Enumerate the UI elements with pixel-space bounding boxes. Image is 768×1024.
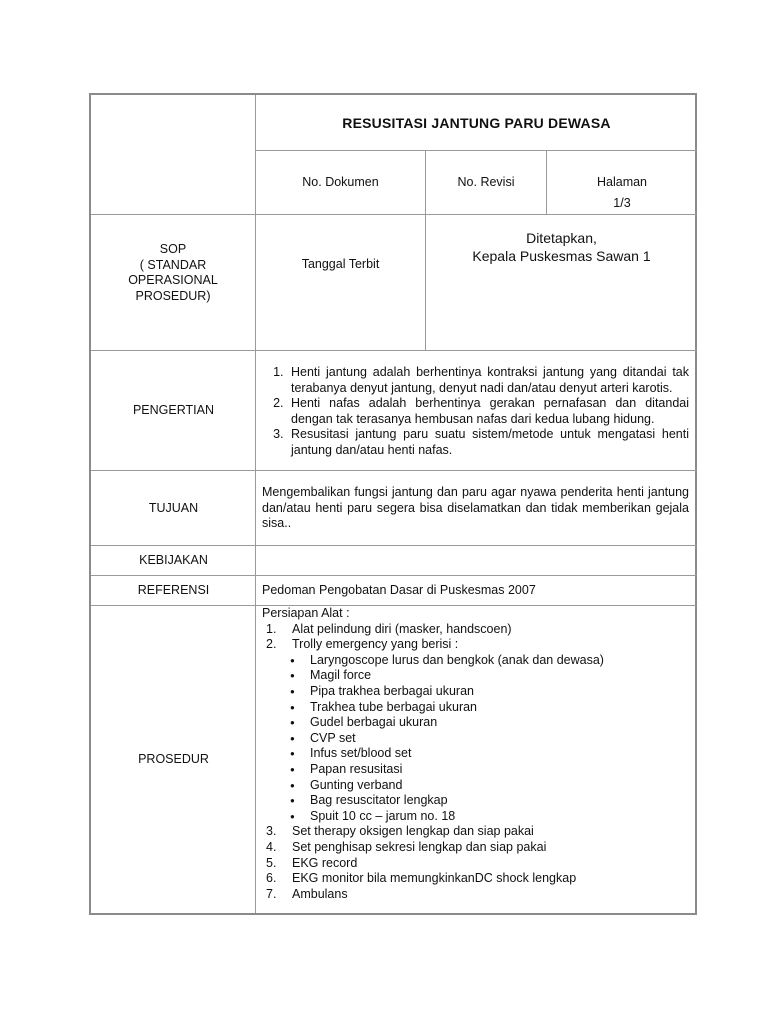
pengertian-item: 2. Henti nafas adalah berhentinya gerakan pernafasan dan ditandai dengan tak terasanya hembusan nafas dari kedua lubang hidung. <box>287 396 689 427</box>
item-number: 3. <box>266 824 277 839</box>
trolly-item: ● Spuit 10 cc – jarum no. 18 <box>310 809 692 825</box>
trolly-item: ● Papan resusitasi <box>310 762 692 778</box>
kebijakan-label: KEBIJAKAN <box>139 553 208 567</box>
prosedur-item <box>262 637 692 653</box>
document-title: RESUSITASI JANTUNG PARU DEWASA <box>342 114 611 131</box>
prosedur-item <box>262 824 692 840</box>
prosedur-list-b <box>262 824 692 902</box>
prosedur-item <box>262 622 692 638</box>
item-number: 1. <box>266 621 277 636</box>
row-divider-header <box>91 214 697 215</box>
trolly-item: ● Trakhea tube berbagai ukuran <box>310 700 692 716</box>
sop-line-2: ( STANDAR <box>139 257 207 272</box>
referensi-label: REFERENSI <box>137 583 210 597</box>
item-text: EKG record <box>292 855 358 870</box>
trolly-item: ● Pipa trakhea berbagai ukuran <box>310 684 692 700</box>
tujuan-text: Mengembalikan fungsi jantung dan paru agar nyawa penderita henti jantung dan/atau henti paru segera bisa diselamatkan dan tidak memberikan gejala sisa.. <box>262 485 689 530</box>
ditetapkan-line-1: Ditetapkan, <box>526 230 597 246</box>
tujuan-label: TUJUAN <box>148 500 199 515</box>
halaman-label: Halaman <box>596 175 648 189</box>
prosedur-item <box>262 887 692 903</box>
item-text: Set therapy oksigen lengkap dan siap pakai <box>292 824 534 839</box>
prosedur-item <box>262 871 692 887</box>
item-number: 4. <box>266 839 277 854</box>
item-text: Set penghisap sekresi lengkap dan siap pakai <box>292 839 547 854</box>
item-text: EKG monitor bila memungkinkanDC shock lengkap <box>292 871 577 886</box>
trolly-item: ● Laryngoscope lurus dan bengkok (anak dan dewasa) <box>310 653 692 669</box>
item-number: 7. <box>266 886 277 901</box>
item-text: Trolly emergency yang berisi : <box>292 637 459 652</box>
sop-table <box>89 93 697 915</box>
halaman-value: 1/3 <box>613 196 631 210</box>
trolly-item: ● Infus set/blood set <box>310 746 692 762</box>
trolly-item: ● Gudel berbagai ukuran <box>310 715 692 731</box>
prosedur-list-a <box>262 622 692 653</box>
item-number: 2. <box>266 637 277 652</box>
prosedur-content <box>262 606 692 902</box>
trolly-item: ● Magil force <box>310 668 692 684</box>
prosedur-item <box>262 856 692 872</box>
pengertian-item: 1. Henti jantung adalah berhentinya kontraksi jantung yang ditandai tak terabanya denyut jantung, denyut nadi dan/atau denyut arteri karotis. <box>287 365 689 396</box>
item-text: Alat pelindung diri (masker, handscoen) <box>292 621 512 636</box>
pengertian-list <box>259 365 689 458</box>
pengertian-item: 3. Resusitasi jantung paru suatu sistem/metode untuk mengatasi henti jantung dan/atau henti nafas. <box>287 427 689 458</box>
prosedur-heading: Persiapan Alat : <box>262 606 350 620</box>
pengertian-content <box>259 365 689 458</box>
pengertian-label: PENGERTIAN <box>132 403 215 417</box>
sop-line-1: SOP <box>159 242 187 256</box>
no-revisi-label: No. Revisi <box>457 174 515 189</box>
referensi-text: Pedoman Pengobatan Dasar di Puskesmas 2007 <box>262 583 536 597</box>
trolly-item: ● Bag resuscitator lengkap <box>310 793 692 809</box>
halaman-cell <box>547 172 697 214</box>
sop-line-4: PROSEDUR) <box>135 288 211 303</box>
prosedur-label: PROSEDUR <box>138 752 209 766</box>
trolly-list <box>262 653 692 825</box>
item-number: 6. <box>266 871 277 886</box>
item-number: 5. <box>266 855 277 870</box>
trolly-item: ● CVP set <box>310 731 692 747</box>
ditetapkan-block <box>426 229 697 265</box>
sop-label <box>91 242 255 304</box>
trolly-item: ● Gunting verband <box>310 778 692 794</box>
no-dokumen-label: No. Dokumen <box>302 174 379 189</box>
ditetapkan-line-2: Kepala Puskesmas Sawan 1 <box>472 248 651 264</box>
item-text: Ambulans <box>292 886 348 901</box>
tanggal-terbit-label: Tanggal Terbit <box>301 257 380 272</box>
prosedur-item <box>262 840 692 856</box>
sop-line-3: OPERASIONAL <box>128 273 218 287</box>
